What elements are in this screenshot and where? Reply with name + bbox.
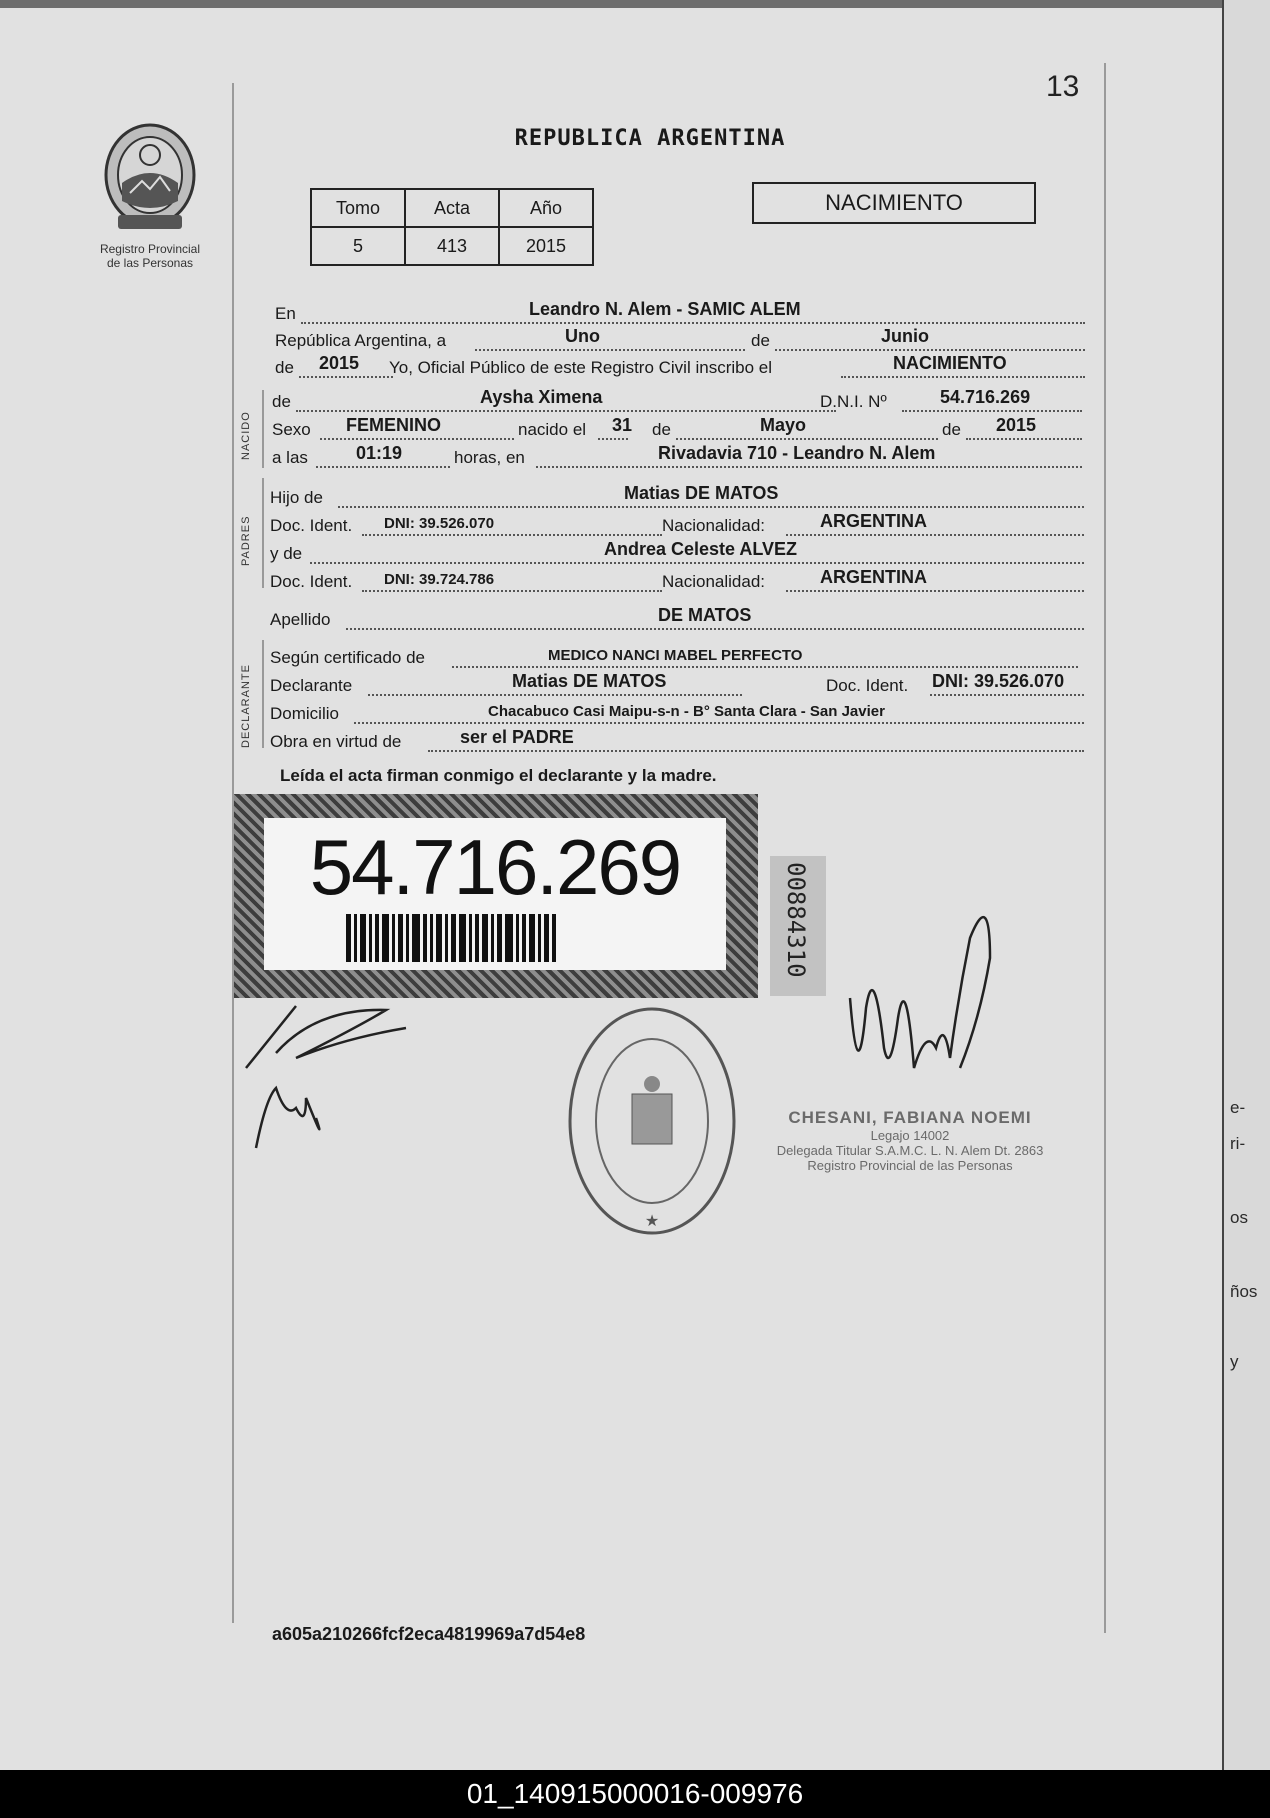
label-official-text: Yo, Oficial Público de este Registro Civil inscribo el	[389, 358, 772, 377]
header-tomo: Tomo	[311, 189, 405, 227]
document-hash: a605a210266fcf2eca4819969a7d54e8	[272, 1624, 586, 1644]
row-mother-doc	[270, 568, 1084, 592]
value-apellido: DE MATOS	[658, 605, 752, 625]
adjacent-fragment: e-	[1230, 1098, 1246, 1117]
row-en	[275, 300, 1085, 324]
value-birth-day: 31	[612, 415, 633, 435]
header-acta: Acta	[405, 189, 499, 227]
value-inscribe: NACIMIENTO	[893, 353, 1007, 373]
logo-caption-line-2: de las Personas	[106, 256, 194, 270]
record-type-box: NACIMIENTO	[752, 182, 1036, 224]
value-obra: ser el PADRE	[460, 727, 574, 747]
value-tomo: 5	[311, 227, 405, 265]
row-declarante	[270, 672, 1084, 696]
document-page	[0, 8, 1232, 1770]
stamp-number: 54.716.269	[309, 823, 681, 911]
row-apellido	[270, 606, 1084, 630]
label-declarante: Declarante	[270, 676, 353, 695]
label-declarante-doc: Doc. Ident.	[826, 676, 909, 695]
label-nacionalidad-mother: Nacionalidad:	[662, 572, 766, 591]
label-republica: República Argentina, a	[275, 331, 447, 350]
value-father-nat: ARGENTINA	[820, 511, 927, 531]
label-de-year: de	[275, 358, 294, 377]
label-hijo: Hijo de	[270, 488, 323, 507]
svg-text:★: ★	[644, 1211, 660, 1230]
value-year: 2015	[319, 353, 360, 373]
value-father-name: Matias DE MATOS	[624, 483, 779, 503]
stamp-label	[264, 818, 726, 970]
header-ano: Año	[499, 189, 593, 227]
serial-number: 00884310	[782, 862, 810, 978]
official-seal-icon	[566, 1004, 738, 1238]
official-org: Registro Provincial de las Personas	[807, 1158, 1013, 1173]
value-mother-nat: ARGENTINA	[820, 567, 927, 587]
value-mother-name: Andrea Celeste ALVEZ	[604, 539, 798, 559]
label-certificado: Según certificado de	[270, 648, 425, 667]
value-mother-doc: DNI: 39.724.786	[384, 571, 495, 588]
value-acta: 413	[405, 227, 499, 265]
security-stamp	[234, 794, 758, 998]
label-sexo: Sexo	[272, 420, 311, 439]
frame-line-right	[1104, 63, 1106, 1633]
value-sexo: FEMENINO	[346, 415, 442, 435]
official-signature-icon	[840, 898, 1010, 1118]
label-obra: Obra en virtud de	[270, 732, 402, 751]
label-domicilio: Domicilio	[270, 704, 339, 723]
section-divider	[262, 640, 264, 748]
label-dni: D.N.I. Nº	[820, 392, 887, 411]
side-label-nacido: NACIDO	[240, 411, 252, 460]
value-child-name: Aysha Ximena	[480, 387, 603, 407]
value-domicilio: Chacabuco Casi Maipu-s-n - B° Santa Clara - San Javier	[488, 703, 885, 720]
section-divider	[262, 478, 264, 588]
row-father-doc	[270, 512, 1084, 536]
document-title: REPUBLICA ARGENTINA	[514, 126, 786, 151]
row-republica	[275, 327, 1085, 351]
section-divider	[262, 390, 264, 468]
serial-label	[770, 856, 826, 996]
page-number: 13	[1046, 70, 1080, 103]
row-mother	[270, 540, 1084, 564]
value-birth-place: Rivadavia 710 - Leandro N. Alem	[658, 443, 936, 463]
row-time-place	[272, 444, 1082, 468]
value-birth-year: 2015	[996, 415, 1037, 435]
label-apellido: Apellido	[270, 610, 331, 629]
label-de-child: de	[272, 392, 291, 411]
official-legajo: Legajo 14002	[870, 1128, 950, 1143]
row-father	[270, 484, 1084, 508]
label-de-birth-year: de	[942, 420, 961, 439]
adjacent-fragment: y	[1230, 1352, 1239, 1371]
registry-logo	[90, 123, 210, 270]
logo-caption-line-1: Registro Provincial	[99, 242, 201, 256]
row-certificado	[270, 644, 1078, 668]
dotted-line	[775, 329, 1085, 351]
value-declarante-doc: DNI: 39.526.070	[932, 671, 1065, 691]
row-domicilio	[270, 700, 1084, 724]
adjacent-fragment: ri-	[1230, 1134, 1246, 1153]
row-obra	[270, 728, 1084, 752]
declarant-signature-icon	[236, 998, 416, 1158]
value-dni: 54.716.269	[940, 387, 1031, 407]
label-y-de: y de	[270, 544, 303, 563]
official-role: Delegada Titular S.A.M.C. L. N. Alem Dt. 2863	[776, 1143, 1044, 1158]
record-table	[310, 188, 594, 266]
adjacent-fragment: ños	[1230, 1282, 1258, 1301]
label-nacido: nacido el	[518, 420, 587, 439]
adjacent-page	[1222, 0, 1270, 1770]
label-doc-mother: Doc. Ident.	[270, 572, 353, 591]
row-child-name	[272, 388, 1082, 412]
label-de-month: de	[652, 420, 671, 439]
official-block	[740, 1108, 1080, 1173]
adjacent-fragment: os	[1230, 1208, 1248, 1227]
side-label-declarante: DECLARANTE	[240, 664, 252, 748]
label-en: En	[275, 304, 296, 323]
label-nacionalidad-father: Nacionalidad:	[662, 516, 766, 535]
dotted-line	[676, 418, 938, 440]
value-month-word: Junio	[881, 326, 929, 346]
scan-footer: 01_140915000016-009976	[0, 1770, 1270, 1818]
label-de: de	[751, 331, 770, 350]
official-name: CHESANI, FABIANA NOEMI	[788, 1108, 1032, 1127]
label-a-las: a las	[272, 448, 308, 467]
value-father-doc: DNI: 39.526.070	[384, 515, 495, 532]
value-declarante: Matias DE MATOS	[512, 671, 667, 691]
value-ano: 2015	[499, 227, 593, 265]
value-birth-time: 01:19	[356, 443, 403, 463]
value-birth-month: Mayo	[760, 415, 807, 435]
closing-statement: Leída el acta firman conmigo el declarante y la madre.	[280, 766, 717, 785]
coat-of-arms-icon	[100, 123, 200, 233]
label-horas: horas, en	[454, 448, 525, 467]
barcode-icon	[346, 914, 556, 962]
row-sexo	[272, 416, 1082, 440]
value-certificado: MEDICO NANCI MABEL PERFECTO	[548, 647, 803, 664]
label-doc-father: Doc. Ident.	[270, 516, 353, 535]
value-day-word: Uno	[565, 326, 600, 346]
dotted-line	[475, 329, 745, 351]
side-label-padres: PADRES	[240, 515, 252, 566]
row-official	[275, 354, 1085, 378]
value-en: Leandro N. Alem - SAMIC ALEM	[529, 299, 801, 319]
